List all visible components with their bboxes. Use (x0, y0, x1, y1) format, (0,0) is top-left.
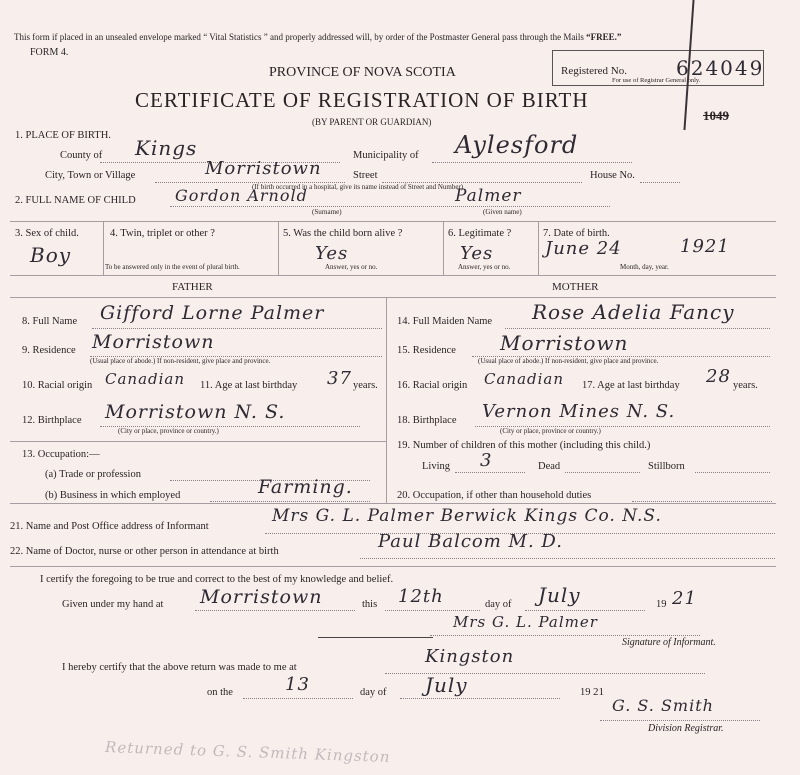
child-given-name: Gordon Arnold (175, 186, 308, 205)
dead-label: Dead (538, 461, 561, 472)
mother-heading: MOTHER (552, 281, 599, 293)
father-age-value: 37 (327, 368, 352, 389)
mother-residence-label: 15. Residence (397, 345, 456, 356)
father-racial-label: 10. Racial origin (22, 380, 93, 391)
province-heading: PROVINCE OF NOVA SCOTIA (269, 65, 456, 80)
city-value: Morristown (205, 158, 322, 179)
mother-racial-label: 16. Racial origin (397, 380, 468, 391)
dob-label: 7. Date of birth. (543, 228, 610, 239)
father-heading: FATHER (172, 281, 213, 293)
father-age-label: 11. Age at last birthday (200, 380, 298, 391)
given-caption: (Given name) (483, 208, 522, 216)
informant-certify-text: I certify the foregoing to be true and correct to the best of my knowledge and belief. (40, 574, 394, 585)
given-month: July (538, 583, 581, 607)
house-label: House No. (590, 170, 635, 181)
divider-rule (318, 637, 433, 638)
given-at-label: Given under my hand at (62, 599, 164, 610)
mother-name-label: 14. Full Maiden Name (397, 316, 493, 327)
mother-residence-note: (Usual place of abode.) If non-resident, give place and province. (478, 357, 659, 365)
mother-occupation-label: 20. Occupation, if other than household duties (397, 490, 592, 501)
father-name-label: 8. Full Name (22, 316, 78, 327)
registrar-signature-label: Division Registrar. (648, 723, 724, 734)
twin-note: To be answered only in the event of plural birth. (105, 263, 240, 271)
registrar-certify-text: I hereby certify that the above return was made to me at (62, 662, 297, 673)
alive-label: 5. Was the child born alive ? (283, 228, 403, 239)
registrar-day: 13 (285, 674, 310, 695)
surname-caption: (Surname) (312, 208, 342, 216)
father-birthplace-note: (City or place, province or country.) (118, 427, 219, 435)
struck-number: 1049 (703, 108, 729, 123)
mother-age-value: 28 (706, 366, 731, 387)
footer-pencil-note: Returned to G. S. Smith Kingston (104, 738, 391, 766)
father-age-unit: years. (353, 380, 378, 391)
father-racial-value: Canadian (105, 370, 186, 388)
father-birthplace-value: Morristown N. S. (105, 401, 286, 423)
given-dayof-label: day of (485, 599, 512, 610)
mother-birthplace-value: Vernon Mines N. S. (482, 401, 676, 422)
form-number: FORM 4. (30, 47, 69, 58)
hospital-note: (If birth occurred in a hospital, give its name instead of Street and Number) (252, 183, 464, 191)
twin-label: 4. Twin, triplet or other ? (110, 228, 215, 239)
legitimate-note: Answer, yes or no. (458, 263, 511, 271)
informant-label: 21. Name and Post Office address of Informant (10, 521, 209, 532)
sex-label: 3. Sex of child. (15, 228, 79, 239)
legitimate-label: 6. Legitimate ? (448, 228, 512, 239)
father-residence-note: (Usual place of abode.) If non-resident, give place and province. (90, 357, 271, 365)
registrar-dayof-label: day of (360, 687, 387, 698)
mailing-notice: This form if placed in an unsealed envelope marked “ Vital Statistics ” and properly addressed will, by order of the Postmaster General pass through the Mails “FREE.” (14, 32, 622, 42)
mother-racial-value: Canadian (484, 370, 565, 388)
father-birthplace-label: 12. Birthplace (22, 415, 82, 426)
informant-signature-label: Signature of Informant. (622, 637, 716, 648)
mother-birthplace-note: (City or place, province or country.) (500, 427, 601, 435)
county-label: County of (60, 150, 103, 161)
dob-year: 1921 (680, 236, 730, 257)
registered-number: 624049 (676, 56, 765, 80)
mother-birthplace-label: 18. Birthplace (397, 415, 457, 426)
business-label: (b) Business in which employed (45, 490, 181, 501)
given-place: Morristown (200, 586, 323, 608)
mother-name-value: Rose Adelia Fancy (532, 300, 735, 324)
dob-value: June 24 (545, 238, 622, 259)
father-name-value: Gifford Lorne Palmer (100, 302, 325, 324)
attendant-label: 22. Name of Doctor, nurse or other person in attendance at birth (10, 546, 279, 557)
father-residence-label: 9. Residence (22, 345, 76, 356)
registered-label: Registered No. (561, 65, 627, 77)
street-label: Street (353, 170, 378, 181)
place-of-birth-heading: 1. PLACE OF BIRTH. (15, 130, 111, 141)
dob-note: Month, day, year. (620, 263, 669, 271)
this-label: this (362, 599, 378, 610)
registrar-place: Kingston (425, 646, 515, 667)
county-value: Kings (135, 136, 198, 160)
registrar-year: 21 (593, 686, 604, 698)
living-value: 3 (480, 450, 493, 471)
registrar-year-prefix: 19 (580, 687, 591, 698)
registered-note: For use of Registrar General only. (612, 77, 701, 84)
alive-value: Yes (315, 243, 349, 264)
mother-residence-value: Morristown (500, 331, 629, 355)
certificate-title: CERTIFICATE OF REGISTRATION OF BIRTH (135, 88, 589, 112)
alive-note: Answer, yes or no. (325, 263, 378, 271)
city-label: City, Town or Village (45, 170, 136, 181)
given-year-prefix: 19 (656, 599, 667, 610)
informant-signature: Mrs G. L. Palmer (453, 613, 598, 631)
sex-value: Boy (30, 243, 72, 267)
certificate-subtitle: (BY PARENT OR GUARDIAN) (312, 117, 432, 127)
trade-label: (a) Trade or profession (45, 469, 141, 480)
mother-age-label: 17. Age at last birthday (582, 380, 680, 391)
stillborn-label: Stillborn (648, 461, 685, 472)
mother-age-unit: years. (733, 380, 758, 391)
informant-value: Mrs G. L. Palmer Berwick Kings Co. N.S. (272, 506, 662, 526)
municipality-label: Municipality of (353, 150, 419, 161)
municipality-value: Aylesford (455, 131, 579, 159)
father-residence-value: Morristown (92, 331, 215, 353)
on-the-label: on the (207, 687, 233, 698)
living-label: Living (422, 461, 450, 472)
given-day: 12th (398, 586, 444, 607)
registrar-month: July (425, 673, 468, 697)
occupation-heading: 13. Occupation:— (22, 449, 100, 460)
child-name-label: 2. FULL NAME OF CHILD (15, 195, 136, 206)
registrar-signature: G. S. Smith (612, 696, 714, 715)
attendant-value: Paul Balcom M. D. (378, 531, 563, 552)
children-label: 19. Number of children of this mother (including this child.) (397, 440, 651, 451)
legitimate-value: Yes (460, 243, 494, 264)
child-surname: Palmer (455, 186, 522, 206)
business-value: Farming. (258, 476, 353, 498)
given-year: 21 (672, 588, 697, 609)
